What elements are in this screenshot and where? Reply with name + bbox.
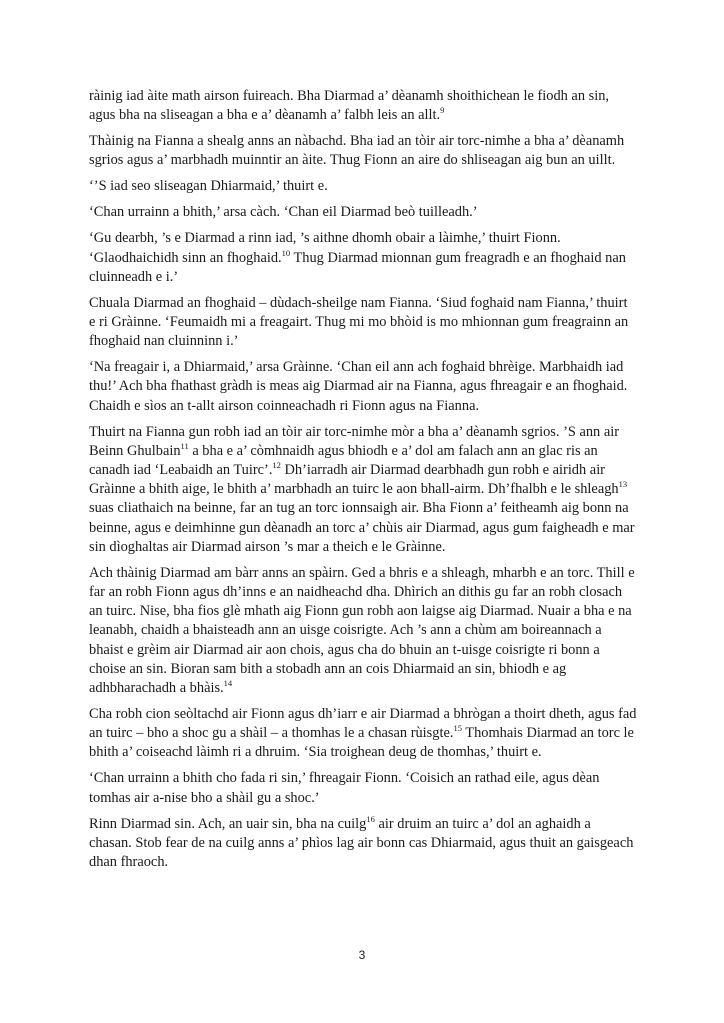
paragraph — [89, 177, 637, 196]
paragraph — [89, 203, 637, 222]
paragraph-text: Thug Diarmad mionnan gum freagradh e an fhoghaid nan cluinneadh e i.’ — [89, 249, 626, 285]
footnote-marker[interactable]: 11 — [180, 441, 189, 452]
paragraph-text: Dh’iarradh air Diarmad dearbhadh gun robh e airidh air Gràinne a bhith aige, le bhith a’ marbhadh an tuirc le aon bhall-airm. Dh’fhalbh e le shleagh — [89, 462, 619, 498]
paragraph — [89, 423, 637, 557]
paragraph-text: Rinn Diarmad sin. Ach, an uair sin, bha na cuilg — [89, 815, 367, 832]
paragraph — [89, 229, 637, 287]
paragraph-text: ‘Chan urrainn a bhith,’ arsa càch. ‘Chan eil Diarmad beò tuilleadh.’ — [89, 204, 478, 221]
footnote-marker[interactable]: 10 — [281, 247, 291, 258]
paragraph — [89, 294, 637, 352]
paragraph-text: Thomhais Diarmad an torc le bhith a’ coiseachd làimh ri a dhruim. ‘Sia troighean deug de thomhas,’ thuirt e. — [89, 725, 634, 761]
footnote-marker[interactable]: 15 — [453, 723, 462, 734]
paragraph-text: Thuirt na Fianna gun robh iad an tòir air torc-nimhe mòr a bha a’ dèanamh sgrios. ’S ann air Beinn Ghulbain — [89, 423, 620, 459]
footnote-marker[interactable]: 13 — [618, 479, 628, 490]
paragraph — [89, 358, 637, 416]
paragraph-text: Cha robh cion seòltachd air Fionn agus dh’iarr e air Diarmad a bhrògan a thoirt dheth, agus fad an tuirc – bho a shoc gu a shàil – a thomhas le a chasan rùisgte. — [89, 706, 637, 742]
footnote-marker[interactable]: 16 — [366, 813, 375, 824]
footnote-marker[interactable]: 9 — [440, 105, 445, 116]
footnote-marker[interactable]: 14 — [223, 678, 233, 689]
body-text — [89, 87, 637, 872]
paragraph-text: air druim an tuirc a’ dol an aghaidh a chasan. Stob fear de na cuilg anns a’ phìos lag air bonn cas Dhiarmaid, agus thuit an gaisgeach dhan fhraoch. — [89, 815, 634, 871]
paragraph-text: ‘Gu dearbh, ’s e Diarmad a rinn iad, ’s aithne dhomh obair a làimhe,’ thuirt Fionn. ‘Glaodhaichidh sinn an fhoghaid. — [89, 230, 561, 266]
paragraph-text: suas cliathaich na beinne, far an tug an torc ionnsaigh air. Bha Fionn a’ feitheamh aig bonn na beinne, agus e deimhinne gun dèanadh an torc a’ chùis air Diarmad, agus gum faigheadh e mar sin dìoghaltas air Diarmad airson ’s mar a theich e le Gràinne. — [89, 500, 635, 555]
paragraph-text: Chuala Diarmad an fhoghaid – dùdach-sheilge nam Fianna. ‘Siud foghaid nam Fianna,’ thuirt e ri Gràinne. ‘Feumaidh mi a freagairt. Thug mi mo bhòid is mo mhionnan gum freagrainn an fhoghaid nan cluinninn i.’ — [89, 294, 629, 350]
paragraph-text: Thàinig na Fianna a shealg anns an nàbachd. Bha iad an tòir air torc-nimhe a bha a’ dèanamh sgrios agus a’ marbhadh muinntir an àite. Thug Fionn an aire do shliseagan aig bun an uillt. — [89, 133, 625, 169]
paragraph-text: ‘’S iad seo sliseagan Dhiarmaid,’ thuirt e. — [89, 178, 328, 195]
paragraph-text: ‘Chan urrainn a bhith cho fada ri sin,’ fhreagair Fionn. ‘Coisich an rathad eile, agus dèan tomhas air a-nise bho a shàil gu a shoc.’ — [89, 770, 600, 806]
paragraph-text: ràinig iad àite math airson fuireach. Bha Diarmad a’ dèanamh shoithichean le fiodh an sin, agus bha na sliseagan a bha e a’ dèanamh a’ falbh leis an allt. — [89, 88, 610, 124]
paragraph — [89, 87, 637, 125]
paragraph-text: ‘Na freagair i, a Dhiarmaid,’ arsa Gràinne. ‘Chan eil ann ach foghaid bhrèige. Marbhaidh iad thu!’ Ach bha fhathast gràdh is meas aig Diarmad air na Fianna, agus fhreagair e an fhoghaid. Chaidh e sìos an t-allt airson coinneachadh ri Fionn agus na Fianna. — [89, 359, 628, 414]
paragraph-text: a bha e a’ còmhnaidh agus bhiodh e a’ dol am falach ann an glac ris an canadh iad ‘Leabaidh an Tuirc’. — [89, 442, 598, 479]
document-page — [89, 87, 637, 879]
paragraph — [89, 769, 637, 807]
paragraph-text: Ach thàinig Diarmad am bàrr anns an spàirn. Ged a bhris e a shleagh, mharbh e an torc. Thill e far an robh Fionn agus dh’inns e an naidheachd dha. Dhìrich an dithis gu far an robh closach an tuirc. Nise, bha fios glè mhath aig Fionn gun robh aon laigse aig Diarmad. Nuair a bha e na leanabh, chaidh a bhaisteadh ann an uisge coisrigte. Ach ’s ann a chùm am boireannach a bhaist e grèim air Diarmad air aon chois, agus cha do bhuin an t-uisge coisrigte ri bonn a choise an sin. Bioran sam bith a stobadh ann an cois Dhiarmaid an sin, bhiodh e ag adhbharachadh a bhàis. — [89, 564, 635, 697]
footnote-marker[interactable]: 12 — [272, 460, 281, 471]
paragraph — [89, 564, 637, 698]
paragraph — [89, 132, 637, 170]
paragraph — [89, 815, 637, 873]
paragraph — [89, 705, 637, 763]
page-number: 3 — [358, 948, 366, 962]
